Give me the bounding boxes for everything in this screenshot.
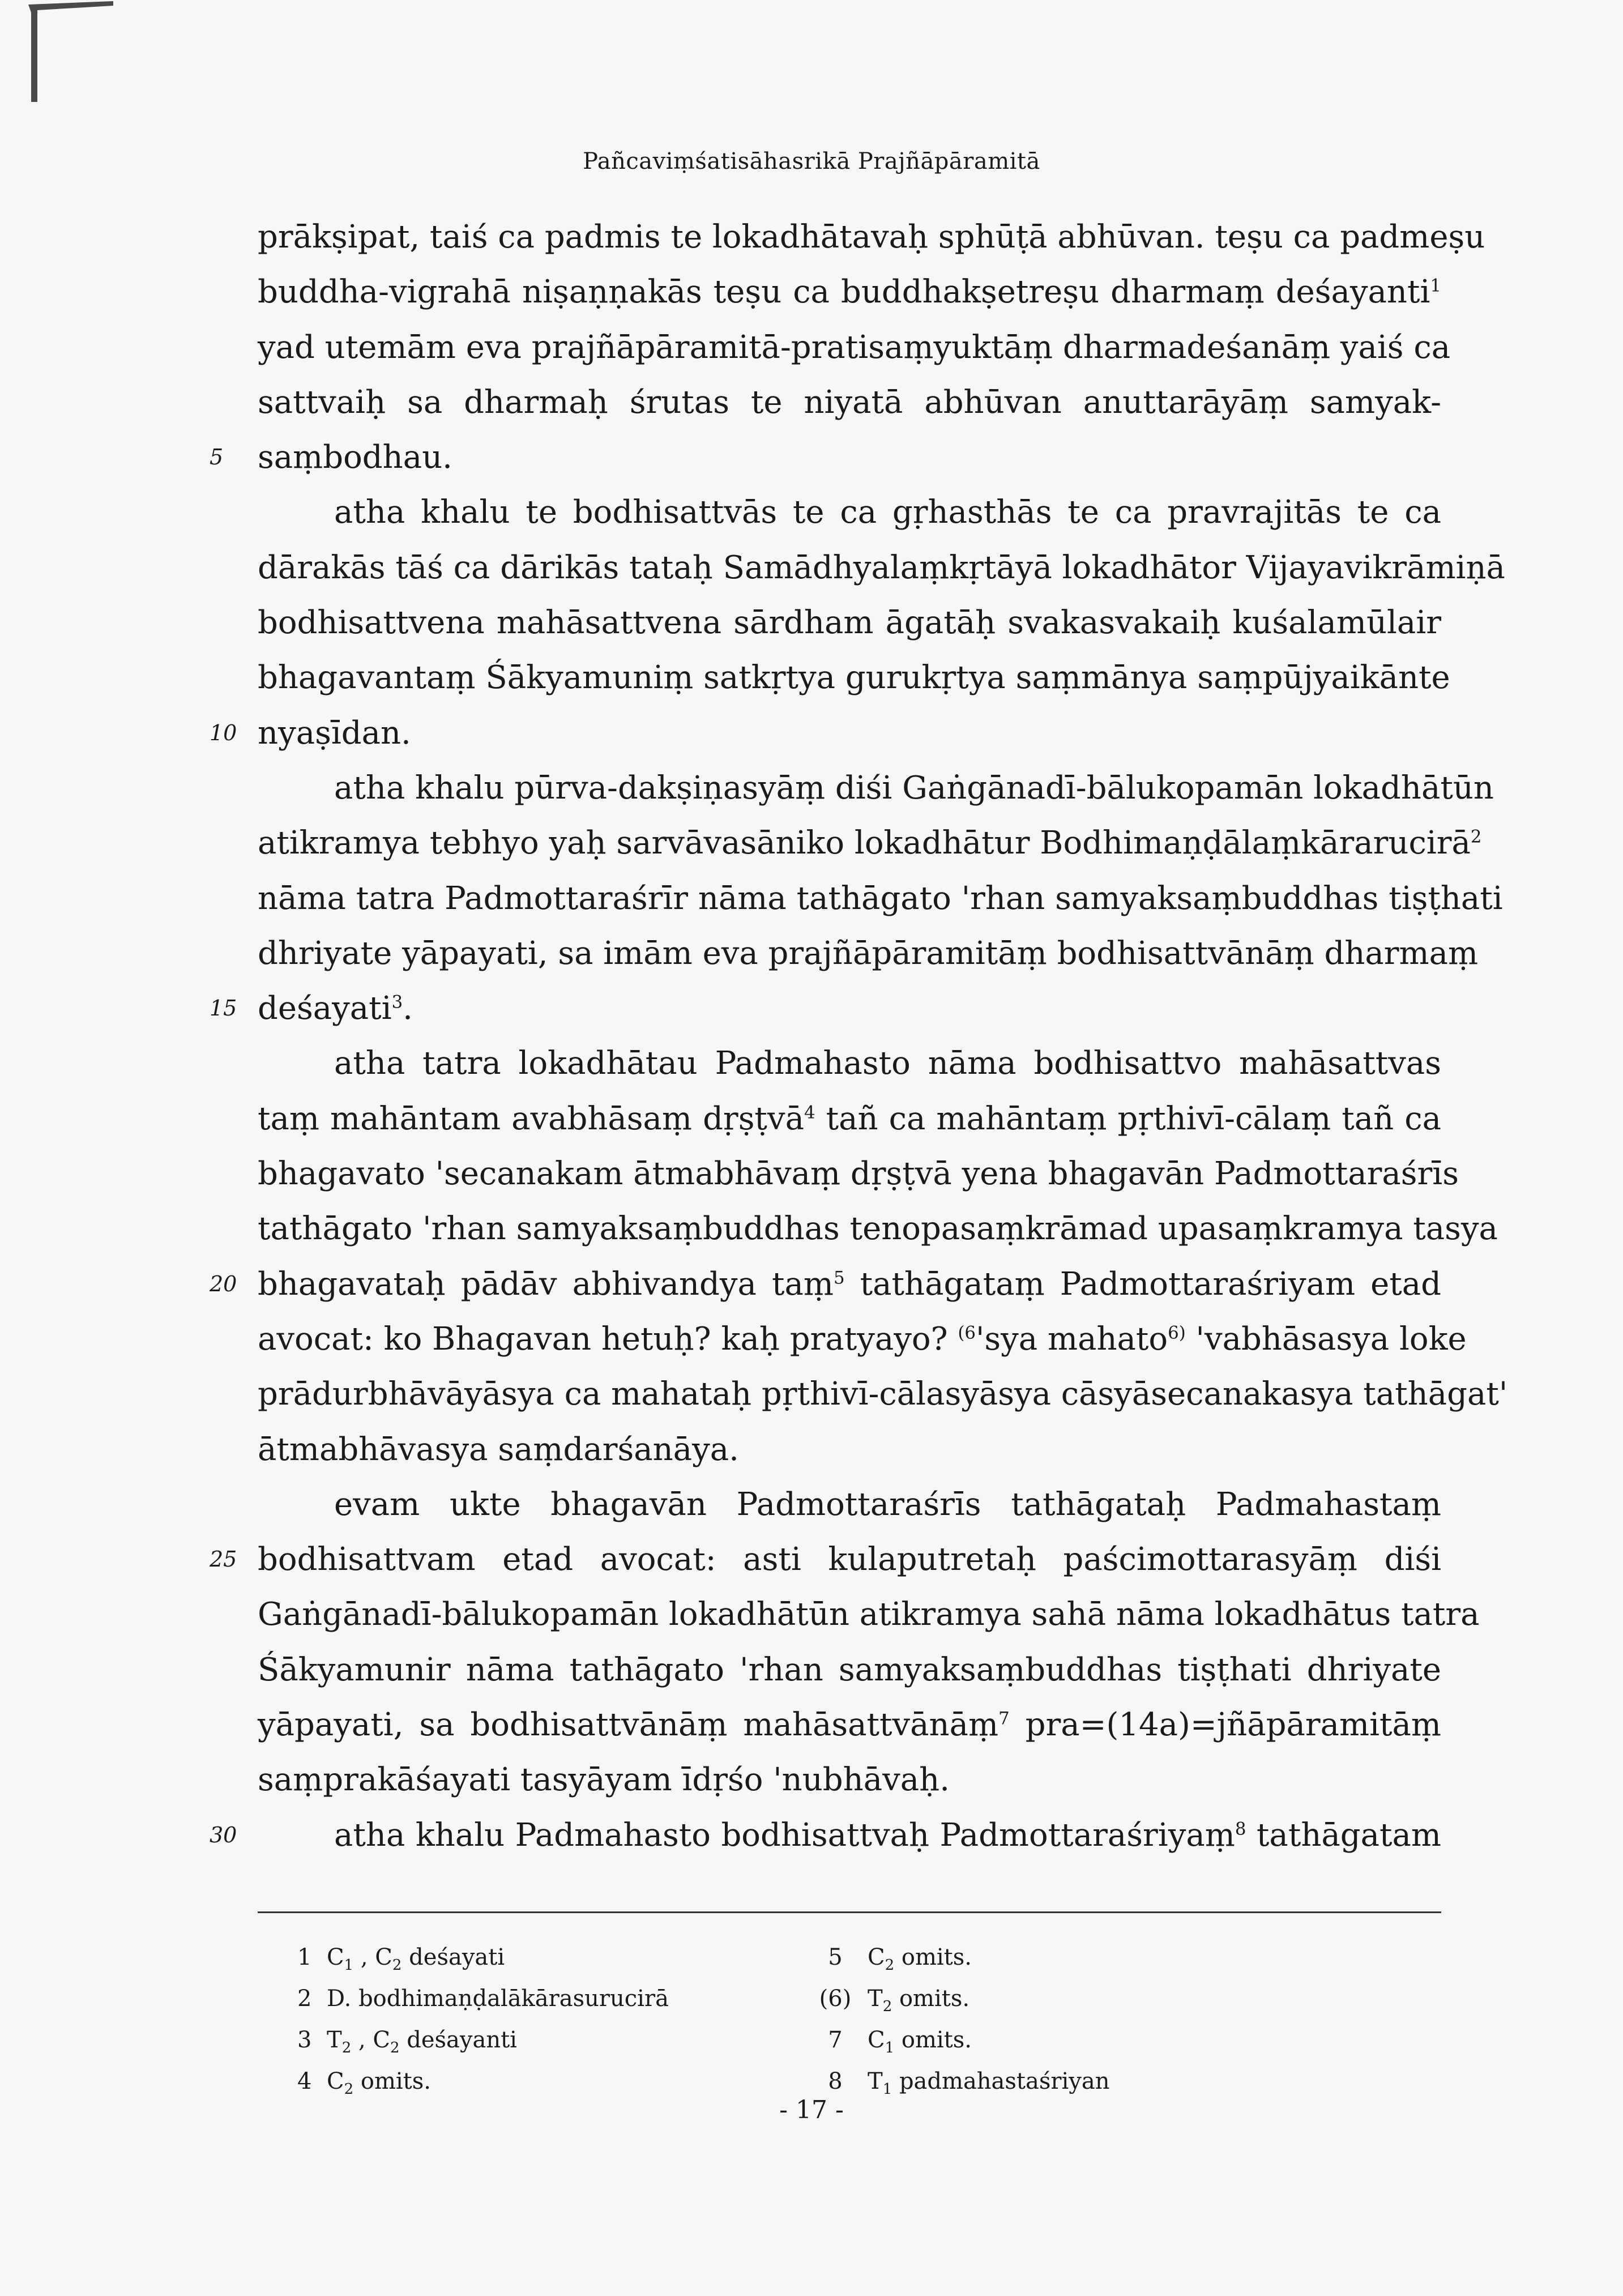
text-run: yad utemām eva prajñāpāramitā-pratisaṃyuktāṃ dharmadeśanāṃ yaiś ca: [258, 328, 1451, 366]
text-run: nyaṣīdan.: [258, 714, 411, 752]
text-run: 'vabhāsasya loke: [1185, 1320, 1467, 1358]
footnote-number: (6): [819, 1986, 852, 2012]
text-line: [258, 871, 1503, 926]
text-line: [258, 485, 1441, 540]
subscript: 1: [885, 2039, 895, 2056]
footnote-ref: 2: [1470, 826, 1482, 847]
text-line: [258, 1201, 1498, 1256]
text-run: bhagavataḥ pādāv abhivandya taṃ: [258, 1265, 834, 1303]
text-line: [258, 375, 1441, 430]
text-run: , C: [351, 2027, 390, 2053]
text-line: [258, 264, 1441, 319]
line-number: 30: [210, 1822, 237, 1847]
line-number: 10: [210, 720, 237, 745]
text-run: deśayati: [258, 990, 392, 1027]
text-line: [258, 1752, 1441, 1807]
text-run: bodhisattvena mahāsattvena sārdham āgatāḥ svakasvakaiḥ kuśalamūlair: [258, 604, 1441, 642]
text-run: atha tatra lokadhātau Padmahasto nāma bodhisattvo mahāsattvas: [334, 1045, 1441, 1082]
text-run: Śākyamunir nāma tathāgato 'rhan samyaksaṃbuddhas tiṣṭhati dhriyate: [258, 1651, 1441, 1688]
footnote-number: 3: [297, 2027, 312, 2053]
text-run: deśayanti: [399, 2027, 517, 2053]
text-run: evam ukte bhagavān Padmottaraśrīs tathāgataḥ Padmahastaṃ: [334, 1486, 1441, 1523]
text-line: [210, 1532, 1441, 1587]
running-header: Pañcaviṃśatisāhasrikā Prajñāpāramitā: [583, 148, 1040, 174]
text-line: [258, 1146, 1459, 1201]
text-line: [258, 650, 1450, 705]
text-line: [210, 981, 1441, 1036]
text-run: taṃ mahāntam avabhāsaṃ dṛṣṭvā: [258, 1100, 804, 1137]
footnote-ref: 1: [1430, 275, 1441, 296]
text-run: 'sya mahato: [976, 1320, 1168, 1358]
footnote-number: 8: [828, 2068, 843, 2094]
text-run: omits.: [894, 1944, 972, 1970]
body-text: [210, 210, 1508, 1863]
subscript: 1: [882, 2081, 892, 2098]
text-run: omits.: [892, 1986, 970, 2012]
text-line: [258, 1036, 1441, 1091]
text-run: , C: [353, 1944, 392, 1970]
subscript: 2: [882, 1998, 892, 2015]
footnote: [810, 1937, 1110, 1978]
footnote-number: 2: [297, 1986, 312, 2012]
footnote-ref: 4: [804, 1102, 815, 1123]
footnotes-left-column: [297, 1937, 669, 2102]
subscript: 2: [390, 2039, 400, 2056]
text-line: [210, 1257, 1441, 1312]
text-run: C: [327, 1944, 344, 1970]
text-run: saṃbodhau.: [258, 439, 452, 476]
text-run: ātmabhāvasya saṃdarśanāya.: [258, 1431, 739, 1468]
text-line: [258, 1642, 1441, 1697]
text-line: [258, 540, 1505, 595]
subscript: 1: [344, 1957, 354, 1974]
subscript: 2: [392, 1957, 402, 1974]
text-line: [258, 595, 1441, 650]
text-run: dārakās tāś ca dārikās tataḥ Samādhyalaṃkṛtāyā lokadhātor Vijayavikrāmiṇā: [258, 549, 1505, 586]
text-run: atha khalu Padmahasto bodhisattvaḥ Padmottaraśriyaṃ: [334, 1816, 1235, 1854]
text-line: [258, 816, 1482, 870]
footnote-ref: 3: [391, 992, 403, 1013]
footnote: [810, 1978, 1110, 2020]
text-run: sattvaiḥ sa dharmaḥ śrutas te niyatā abhūvan anuttarāyāṃ samyak-: [258, 383, 1441, 421]
text-run: T: [868, 2068, 883, 2094]
footnote-rule: [258, 1911, 1441, 1913]
footnote-ref: 8: [1235, 1818, 1246, 1839]
footnotes-right-column: [810, 1937, 1110, 2102]
text-run: C: [868, 2027, 885, 2053]
footnote-ref: 5: [833, 1267, 845, 1288]
text-run: prākṣipat, taiś ca padmis te lokadhātavaḥ sphūṭā abhūvan. teṣu ca padmeṣu: [258, 219, 1485, 255]
text-line: [258, 1091, 1441, 1146]
line-number: 20: [210, 1271, 237, 1296]
footnote-ref: 7: [998, 1708, 1010, 1729]
text-run: bodhisattvam etad avocat: asti kulaputretaḥ paścimottarasyāṃ diśi: [258, 1541, 1441, 1578]
subscript: 2: [885, 1957, 895, 1974]
text-run: deśayati: [402, 1944, 505, 1970]
footnote-ref: (6: [958, 1322, 976, 1343]
footnote: [297, 2020, 669, 2061]
text-line: [258, 1312, 1467, 1367]
text-run: bhagavato 'secanakam ātmabhāvaṃ dṛṣṭvā yena bhagavān Padmottaraśrīs: [258, 1155, 1459, 1193]
subscript: 2: [344, 2081, 354, 2098]
text-run: avocat: ko Bhagavan hetuḥ? kaḥ pratyayo?: [258, 1320, 958, 1358]
page-number: - 17 -: [779, 2096, 844, 2124]
text-run: tathāgatam: [1246, 1816, 1442, 1854]
line-number: 15: [210, 996, 237, 1021]
text-line: [210, 706, 1441, 761]
text-line: [258, 1367, 1508, 1422]
text-run: nāma tatra Padmottaraśrīr nāma tathāgato 'rhan samyaksaṃbuddhas tiṣṭhati: [258, 880, 1503, 917]
text-line: [258, 1697, 1441, 1752]
footnote: [297, 1937, 669, 1978]
text-run: T: [868, 1986, 883, 2012]
footnote-number: 1: [297, 1944, 312, 1970]
text-run: Gaṅgānadī-bālukopamān lokadhātūn atikramya sahā nāma lokadhātus tatra: [258, 1596, 1480, 1633]
text-run: pra=(14a)=jñāpāramitāṃ: [1009, 1706, 1441, 1744]
text-run: padmahastaśriyan: [892, 2068, 1110, 2094]
text-run: atha khalu te bodhisattvās te ca gṛhasthās te ca pravrajitās te ca: [334, 494, 1441, 531]
text-run: tañ ca mahāntaṃ pṛthivī-cālaṃ tañ ca: [815, 1100, 1442, 1137]
text-run: atha khalu pūrva-dakṣiṇasyāṃ diśi Gaṅgānadī-bālukopamān lokadhātūn: [334, 769, 1494, 806]
text-line: [258, 320, 1451, 375]
line-number: 25: [210, 1547, 237, 1572]
line-number: 5: [210, 445, 224, 470]
text-run: atikramya tebhyo yaḥ sarvāvasāniko lokadhātur Bodhimaṇḍālaṃkārarucirā: [258, 825, 1471, 862]
text-run: buddha-vigrahā niṣaṇṇakās teṣu ca buddhakṣetreṣu dharmaṃ deśayanti: [258, 274, 1430, 311]
text-line: [258, 1477, 1441, 1532]
text-run: yāpayati, sa bodhisattvānāṃ mahāsattvānāṃ: [258, 1706, 999, 1744]
text-line: [210, 430, 1441, 485]
text-run: bhagavantaṃ Śākyamuniṃ satkṛtya gurukṛtya saṃmānya saṃpūjyaikānte: [258, 659, 1450, 697]
footnote: [297, 1978, 669, 2020]
text-run: D. bodhimaṇḍalākārasurucirā: [327, 1986, 669, 2012]
text-run: omits.: [353, 2068, 431, 2094]
footnote-ref: 6): [1168, 1322, 1186, 1343]
text-run: tathāgato 'rhan samyaksaṃbuddhas tenopasaṃkrāmad upasaṃkramya tasya: [258, 1210, 1498, 1248]
text-run: omits.: [894, 2027, 972, 2053]
text-line: [210, 1808, 1442, 1863]
text-run: C: [868, 1944, 885, 1970]
text-line: [258, 1422, 1441, 1477]
text-line: [258, 210, 1485, 264]
text-run: C: [327, 2068, 344, 2094]
text-run: prādurbhāvāyāsya ca mahataḥ pṛthivī-cālasyāsya cāsyāsecanakasya tathāgat': [258, 1376, 1508, 1413]
subscript: 2: [341, 2039, 352, 2056]
text-run: dhriyate yāpayati, sa imām eva prajñāpāramitāṃ bodhisattvānāṃ dharmaṃ: [258, 934, 1479, 972]
footnote: [810, 2020, 1110, 2061]
text-run: tathāgataṃ Padmottaraśriyam etad: [844, 1265, 1441, 1303]
footnote-number: 5: [828, 1944, 843, 1970]
text-run: .: [403, 990, 413, 1027]
text-line: [258, 1587, 1480, 1642]
text-line: [258, 761, 1494, 816]
text-run: T: [327, 2027, 342, 2053]
footnote-number: 7: [828, 2027, 843, 2053]
footnote-number: 4: [297, 2068, 312, 2094]
scan-corner-mark: [0, 0, 130, 130]
text-run: saṃprakāśayati tasyāyam īdṛśo 'nubhāvaḥ.: [258, 1761, 950, 1799]
text-line: [258, 926, 1479, 981]
